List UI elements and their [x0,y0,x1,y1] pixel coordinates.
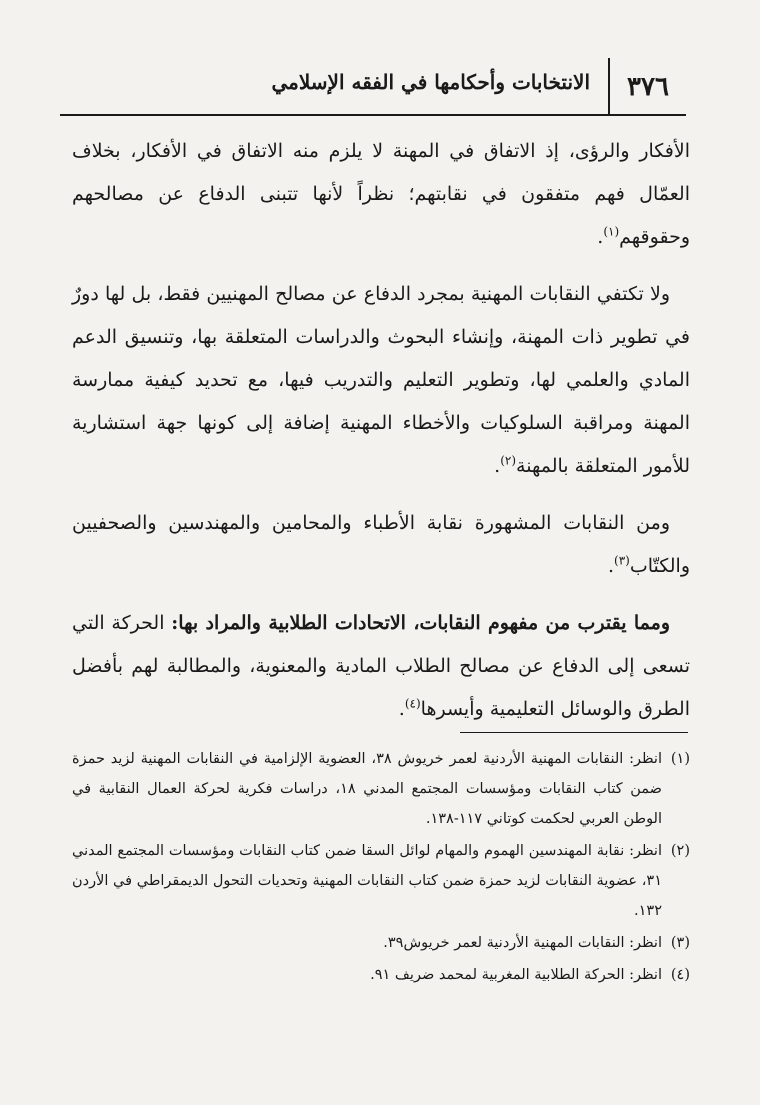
paragraph-end: . [494,455,501,477]
footnote-separator [460,732,688,733]
footnote-text: انظر: النقابات المهنية الأردنية لعمر خريوش ٣٨، العضوية الإلزامية في النقابات المهنية لزيد حمزة ضمن كتاب النقابات ومؤسسات المجتمع المدني ١٨، دراسات فكرية لحركة العمال النقابية في الوطن العربي لحكمت كوتاني ١١٧-١٣٨. [72,751,662,827]
paragraph-end: . [607,555,615,577]
footnote-1 [72,744,690,834]
paragraph-end: . [398,698,405,720]
body-text [72,130,690,745]
running-title: الانتخابات وأحكامها في الفقه الإسلامي [271,70,590,94]
footnote-number: (٣) [670,935,690,951]
paragraph-end: . [597,226,604,248]
paragraph-text: الأفكار والرؤى، إذ الاتفاق في المهنة لا يلزم منه الاتفاق في الأفكار، بخلاف العمّال فهم متفقون في نقابتهم؛ نظراً لأنها تتبنى الدفاع عن مصالحهم وحقوقهم [72,140,690,248]
footnote-4 [72,960,690,990]
footnote-ref[interactable]: (٣) [614,553,630,568]
paragraph-text: الحركة التي تسعى إلى الدفاع عن مصالح الطلاب المادية والمعنوية، والمطالبة لهم بأفضل الطرق والوسائل التعليمية وأيسرها [72,612,690,720]
footnote-number: (٢) [670,843,690,859]
footnote-text: انظر: نقابة المهندسين الهموم والمهام لوائل السقا ضمن كتاب النقابات ومؤسسات المجتمع المدني ٣١، عضوية النقابات لزيد حمزة ضمن كتاب النقابات المهنية وتحديات التحول الديمقراطي في الأردن ١٣٢. [72,843,662,919]
footnote-number: (٤) [670,967,690,983]
paragraph-1 [72,130,690,259]
footnote-2 [72,836,690,926]
page-number: ٣٧٦ [608,58,686,116]
paragraph-4 [72,602,690,731]
footnote-ref[interactable]: (٢) [500,453,517,468]
footnote-ref[interactable]: (١) [603,224,620,239]
paragraph-2 [72,273,690,488]
footnotes [72,744,690,992]
header-rule [60,114,686,116]
footnote-text: انظر: النقابات المهنية الأردنية لعمر خريوش٣٩. [383,935,662,951]
paragraph-text: ولا تكتفي النقابات المهنية بمجرد الدفاع عن مصالح المهنيين فقط، بل لها دورٌ في تطوير ذات المهنة، وإنشاء البحوث والدراسات المتعلقة بها، وتنسيق الدعم المادي والعلمي لها، وتطوير التعليم والتدريب فيها، مع تحديد كيفية ممارسة المهنة ومراقبة السلوكيات والأخطاء المهنية إضافة إلى كونها جهة استشارية للأمور المتعلقة بالمهنة [72,283,691,477]
page-header [60,58,686,116]
footnote-3 [72,928,690,958]
footnote-text: انظر: الحركة الطلابية المغربية لمحمد ضريف ٩١. [370,967,662,983]
paragraph-text: ومن النقابات المشهورة نقابة الأطباء والمحامين والمهندسين والصحفيين والكتّاب [72,512,690,577]
footnote-ref[interactable]: (٤) [404,696,421,711]
footnote-number: (١) [670,751,690,767]
bold-lead: ومما يقترب من مفهوم النقابات، الاتحادات الطلابية والمراد بها: [171,612,670,634]
paragraph-3 [72,502,690,588]
